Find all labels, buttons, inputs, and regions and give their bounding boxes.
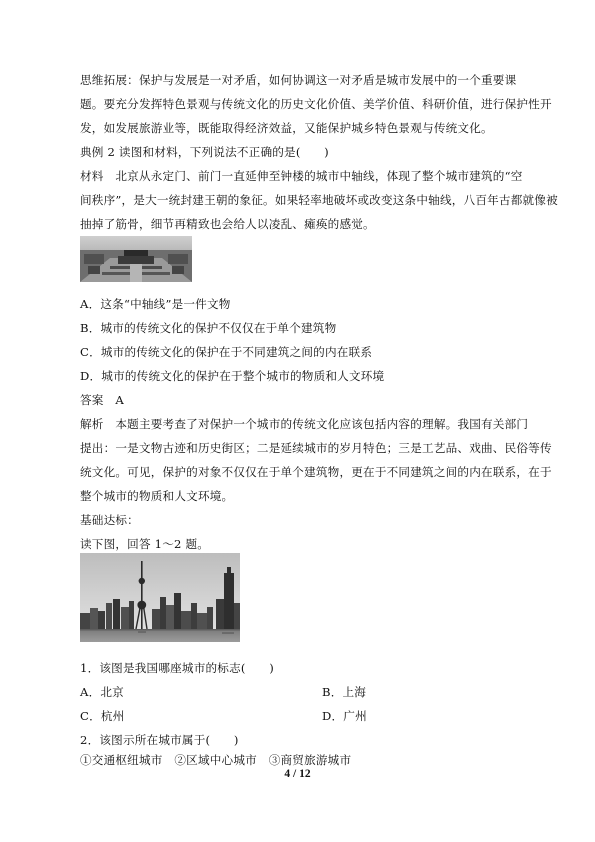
- material-line-1: 材料 北京从永定门、前门一直延伸至钟楼的城市中轴线，体现了整个城市建筑的“空: [80, 169, 523, 183]
- page-number: 4 / 12: [284, 768, 311, 780]
- q1-option-b: B．上海: [322, 685, 367, 699]
- extension-line-1: 思维拓展：保护与发展是一对矛盾，如何协调这一对矛盾是城市发展中的一个重要课: [80, 73, 517, 87]
- analysis-line-4: 整个城市的物质和人文环境。: [80, 489, 234, 503]
- q1-option-a: A．北京: [80, 685, 124, 699]
- shanghai-skyline-photo: [80, 553, 240, 642]
- answer: 答案 A: [80, 393, 124, 407]
- q1-option-d: D．广州: [322, 709, 367, 723]
- option-d: D．城市的传统文化的保护在于整个城市的物质和人文环境: [80, 369, 385, 383]
- example-title: 典例 2 读图和材料，下列说法不正确的是( ): [80, 145, 329, 159]
- q1-stem: 1．该图是我国哪座城市的标志( ): [80, 661, 274, 675]
- basics-title: 基础达标：: [80, 513, 139, 527]
- option-a: A．这条“中轴线”是一件文物: [80, 297, 231, 311]
- analysis-line-3: 统文化。可见，保护的对象不仅仅在于单个建筑物，更在于不同建筑之间的内在联系，在于: [80, 465, 552, 479]
- q1-option-c: C．杭州: [80, 709, 125, 723]
- option-c: C．城市的传统文化的保护在于不同建筑之间的内在联系: [80, 345, 373, 359]
- analysis-line-1: 解析 本题主要考查了对保护一个城市的传统文化应该包括内容的理解。我国有关部门: [80, 417, 529, 431]
- material-line-3: 抽掉了筋骨，细节再精致也会给人以凌乱、瘫痪的感觉。: [80, 217, 375, 231]
- analysis-line-2: 提出：一是文物古迹和历史街区；二是延续城市的岁月特色；三是工艺品、戏曲、民俗等传: [80, 441, 552, 455]
- q2-stem: 2．该图示所在城市属于( ): [80, 733, 239, 747]
- extension-line-2: 题。要充分发挥特色景观与传统文化的历史文化价值、美学价值、科研价值，进行保护性开: [80, 97, 552, 111]
- option-b: B．城市的传统文化的保护不仅仅在于单个建筑物: [80, 321, 337, 335]
- forbidden-city-photo: [80, 236, 192, 282]
- extension-line-3: 发，如发展旅游业等，既能取得经济效益，又能保护城乡特色景观与传统文化。: [80, 121, 493, 135]
- material-line-2: 间秩序”，是大一统封建王朝的象征。如果轻率地破坏或改变这条中轴线，八百年古都就像被: [80, 193, 558, 207]
- q2-choices: ①交通枢纽城市 ②区域中心城市 ③商贸旅游城市: [80, 753, 352, 767]
- basics-instruction: 读下图，回答 1～2 题。: [80, 537, 210, 551]
